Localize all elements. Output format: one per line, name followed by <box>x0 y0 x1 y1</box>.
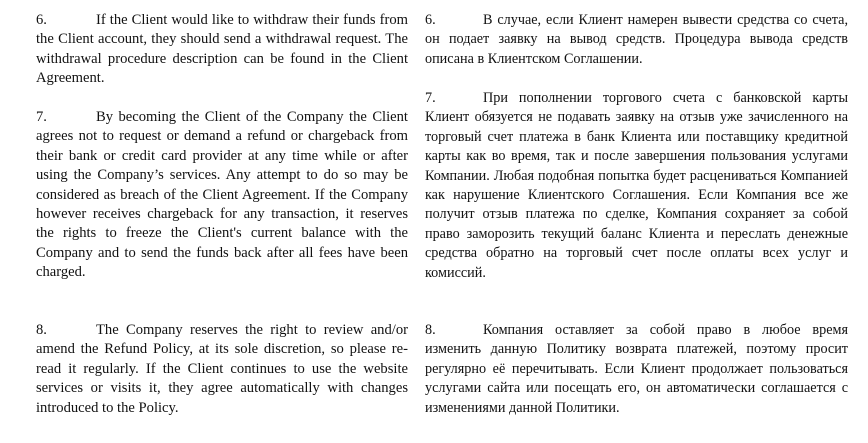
paragraph-en-6 <box>36 11 408 89</box>
paragraph-text: If the Client would like to withdraw their funds from the Client account, they should send a withdrawal request. The withdrawal procedure description can be found in the Client Agreement. <box>36 12 408 87</box>
paragraph-number: 6. <box>425 12 436 28</box>
paragraph-ru-7 <box>425 89 848 283</box>
paragraph-en-7 <box>36 108 408 283</box>
paragraph-number: 8. <box>36 322 47 338</box>
paragraph-number: 8. <box>425 322 436 338</box>
paragraph-text: Компания оставляет за собой право в любое время изменить данную Политику возврата платежей, поэтому просит регулярно её перечитывать. Если Клиент продолжает пользоваться услугами сайта или посещать его, он автоматически соглашается с изменениями данной Политики. <box>425 322 848 416</box>
paragraph-ru-8 <box>425 321 848 418</box>
paragraph-number: 7. <box>425 90 436 106</box>
paragraph-text: By becoming the Client of the Company the Client agrees not to request or demand a refund or chargeback from their bank or credit card provider at any time while or after using the Company’s services. Any attempt to do so may be considered as breach of the Client Agreement. If the Company however receives chargeback for any transaction, it reserves the rights to freeze the Client's current balance with the Company and to send the funds back after all fees have been charged. <box>36 109 408 281</box>
paragraph-text: При пополнении торгового счета с банковской карты Клиент обязуется не подавать заявку на отзыв уже зачисленного на торговый счет платежа в банк Клиента или поставщику кредитной карты как во время, так и после завершения пользования услугами Компании. Любая подобная попытка будет расцениваться Компанией как нарушение Клиентского Соглашения. Если Компания все же получит отзыв платежа по сделке, Компания сохраняет за собой право заморозить текущий баланс Клиента и переслать денежные средства обратно на торговый счет после оплаты всех услуг и комиссий. <box>425 90 848 281</box>
paragraph-text: В случае, если Клиент намерен вывести средства со счета, он подает заявку на вывод средств. Процедура вывода средств описана в Клиентском Соглашении. <box>425 12 848 67</box>
paragraph-en-8 <box>36 321 408 418</box>
paragraph-number: 7. <box>36 109 47 125</box>
paragraph-text: The Company reserves the right to review and/or amend the Refund Policy, at its sole discretion, so please re-read it regularly. If the Client continues to use the website services or visits it, they agree automatically with changes introduced to the Policy. <box>36 322 408 416</box>
paragraph-number: 6. <box>36 12 47 28</box>
paragraph-ru-6 <box>425 11 848 69</box>
